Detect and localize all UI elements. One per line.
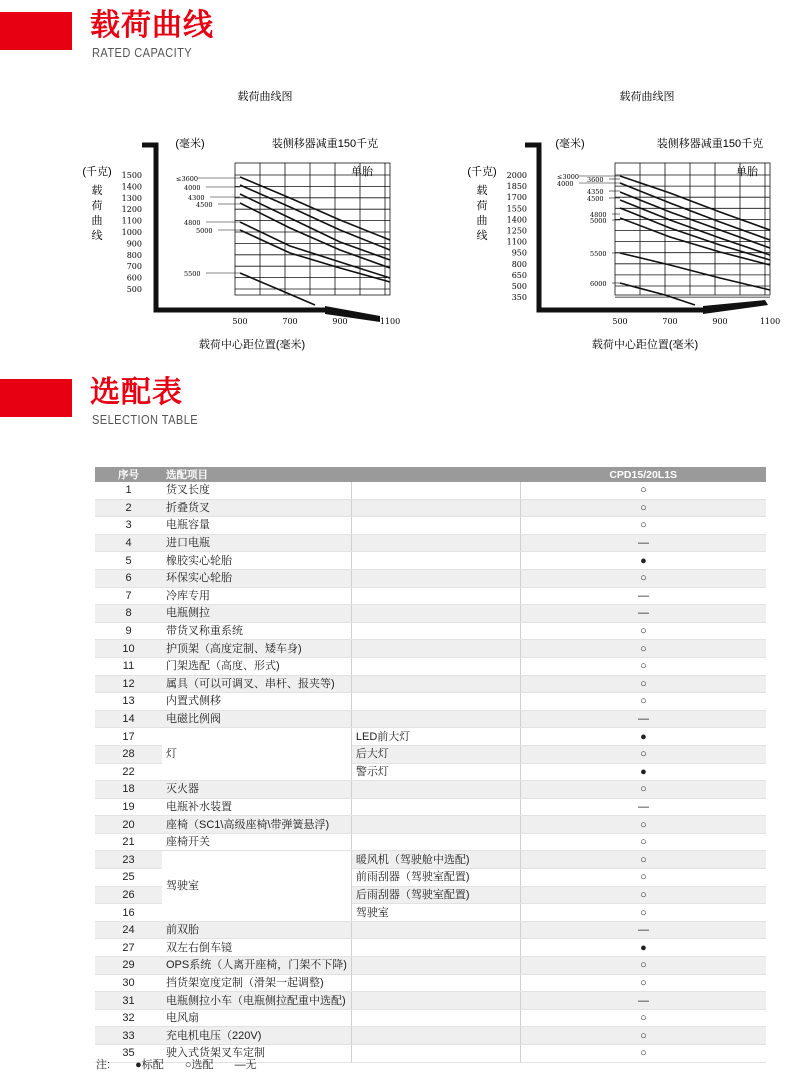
table-row — [95, 992, 766, 1010]
table-row — [95, 1009, 766, 1027]
row-sub-item — [351, 657, 520, 675]
row-number: 23 — [95, 851, 162, 869]
row-sub-item — [351, 587, 520, 605]
table-row — [95, 622, 766, 640]
row-availability: — — [520, 605, 766, 623]
row-sub-item — [351, 622, 520, 640]
row-sub-item — [351, 517, 520, 535]
y-tick-label: 650 — [511, 270, 527, 280]
load-curve-chart-2 — [465, 90, 795, 351]
row-number: 14 — [95, 710, 162, 728]
row-availability: ○ — [520, 974, 766, 992]
table-row — [95, 587, 766, 605]
y-tick-label: 500 — [126, 285, 142, 294]
y-tick-label: 950 — [511, 248, 527, 258]
x-tick-label: 1100 — [379, 317, 401, 326]
table-legend-note — [96, 1056, 275, 1072]
table-row — [95, 640, 766, 658]
row-availability: — — [520, 992, 766, 1010]
table-row — [95, 939, 766, 957]
chart-y-unit: (千克) — [82, 166, 112, 178]
section-accent-bar — [0, 379, 72, 417]
row-number: 35 — [95, 1045, 162, 1063]
chart-axis-bracket — [142, 145, 325, 310]
row-item: 挡货架宽度定制（滑架一起调整) — [162, 974, 351, 992]
row-availability: ○ — [520, 482, 766, 499]
row-sub-item — [351, 1027, 520, 1045]
height-label: 5000 — [196, 227, 213, 235]
row-sub-item — [351, 1009, 520, 1027]
table-row — [95, 833, 766, 851]
height-label: 4500 — [196, 201, 213, 209]
height-label: 3600 — [587, 176, 604, 184]
row-availability: ○ — [520, 693, 766, 711]
row-item: 充电机电压（220V) — [162, 1027, 351, 1045]
row-item: 冷库专用 — [162, 587, 351, 605]
row-availability: ○ — [520, 1009, 766, 1027]
chart-height-labels — [557, 173, 620, 288]
row-number: 7 — [95, 587, 162, 605]
section-accent-bar — [0, 12, 72, 50]
load-curve — [620, 192, 770, 248]
y-tick-label: 800 — [126, 250, 142, 260]
chart-height-unit: (毫米) — [175, 138, 205, 150]
row-number: 4 — [95, 534, 162, 552]
chart-y-unit: (千克) — [467, 166, 497, 178]
y-axis-label-char: 曲 — [91, 215, 103, 227]
row-sub-item: 后大灯 — [351, 745, 520, 763]
y-tick-label: 1850 — [506, 182, 527, 192]
row-item: 电瓶补水装置 — [162, 798, 351, 816]
row-number: 12 — [95, 675, 162, 693]
row-availability: ○ — [520, 1027, 766, 1045]
table-row — [95, 605, 766, 623]
y-tick-label: 1100 — [506, 237, 527, 247]
row-availability: ○ — [520, 851, 766, 869]
row-sub-item — [351, 1045, 520, 1063]
chart-tire-label: 单胎 — [351, 166, 373, 178]
y-tick-label: 1400 — [506, 215, 527, 225]
row-availability: ○ — [520, 499, 766, 517]
row-number: 18 — [95, 781, 162, 799]
row-sub-item — [351, 957, 520, 975]
row-item: 电瓶侧拉小车（电瓶侧拉配重中选配) — [162, 992, 351, 1010]
row-sub-item: 驾驶室 — [351, 904, 520, 922]
row-item: 属具（可以可调叉、串杆、报夹等) — [162, 675, 351, 693]
row-number: 25 — [95, 869, 162, 887]
row-sub-item — [351, 499, 520, 517]
height-label: 4350 — [587, 188, 604, 196]
note-optional: ○选配 — [184, 1059, 214, 1071]
row-item: OPS系统（人离开座椅，门架不下降) — [162, 957, 351, 975]
row-availability: ○ — [520, 569, 766, 587]
height-label: 5500 — [184, 270, 201, 278]
row-availability: ○ — [520, 640, 766, 658]
row-item: 电风扇 — [162, 1009, 351, 1027]
chart-title: 载荷曲线图 — [237, 91, 293, 103]
row-item: 座椅（SC1\高级座椅\带弹簧悬浮) — [162, 816, 351, 834]
chart-axis-bracket — [525, 145, 703, 310]
x-tick-label: 1100 — [759, 317, 781, 326]
row-availability: ● — [520, 728, 766, 746]
row-number: 17 — [95, 728, 162, 746]
row-sub-item — [351, 921, 520, 939]
row-item: 门架选配（高度、形式) — [162, 657, 351, 675]
x-tick-label: 500 — [232, 317, 248, 326]
row-number: 3 — [95, 517, 162, 535]
height-label: 4500 — [587, 195, 604, 203]
height-label: 4300 — [188, 194, 205, 202]
row-sub-item — [351, 833, 520, 851]
row-item: 灭火器 — [162, 781, 351, 799]
chart-axis-wedge — [703, 300, 768, 314]
row-availability: — — [520, 798, 766, 816]
row-sub-item — [351, 640, 520, 658]
x-tick-label: 700 — [662, 317, 678, 326]
row-number: 32 — [95, 1009, 162, 1027]
height-label: 5000 — [590, 217, 607, 225]
row-number: 19 — [95, 798, 162, 816]
row-sub-item — [351, 482, 520, 499]
row-number: 1 — [95, 482, 162, 499]
y-tick-label: 900 — [126, 239, 142, 249]
row-sub-item: 警示灯 — [351, 763, 520, 781]
row-availability: ● — [520, 763, 766, 781]
section-title-selection-table: 选配表 — [90, 376, 183, 409]
y-tick-label: 350 — [511, 293, 527, 303]
row-number: 13 — [95, 693, 162, 711]
row-item-group: 驾驶室 — [162, 851, 351, 921]
y-tick-label: 1300 — [121, 193, 142, 203]
row-availability: ○ — [520, 781, 766, 799]
table-row — [95, 710, 766, 728]
table-row — [95, 816, 766, 834]
row-number: 27 — [95, 939, 162, 957]
y-axis-label-char: 荷 — [476, 200, 488, 212]
row-number: 9 — [95, 622, 162, 640]
section-subtitle-selection-table: SELECTION TABLE — [92, 412, 199, 427]
y-tick-label: 1250 — [506, 226, 527, 236]
row-item: 护顶架（高度定制、矮车身) — [162, 640, 351, 658]
row-availability: ○ — [520, 816, 766, 834]
row-sub-item — [351, 552, 520, 570]
row-availability: ○ — [520, 745, 766, 763]
row-item: 驶入式货架叉车定制 — [162, 1045, 351, 1063]
table-row — [95, 657, 766, 675]
row-sub-item: 后雨刮器（驾驶室配置) — [351, 886, 520, 904]
row-number: 22 — [95, 763, 162, 781]
row-sub-item: 前雨刮器（驾驶室配置) — [351, 869, 520, 887]
row-item: 环保实心轮胎 — [162, 569, 351, 587]
table-row — [95, 499, 766, 517]
chart-height-labels — [176, 175, 240, 278]
note-standard: ●标配 — [135, 1059, 164, 1071]
row-sub-item — [351, 798, 520, 816]
row-sub-item — [351, 675, 520, 693]
chart-y-ticks — [122, 171, 142, 294]
y-axis-label-char: 线 — [476, 230, 488, 242]
table-row — [95, 534, 766, 552]
row-number: 20 — [95, 816, 162, 834]
x-tick-label: 900 — [332, 317, 348, 326]
table-header-row — [95, 467, 766, 482]
row-availability: ○ — [520, 833, 766, 851]
table-row — [95, 675, 766, 693]
section-title-rated-capacity: 载荷曲线 — [90, 9, 214, 42]
row-sub-item — [351, 816, 520, 834]
chart-y-ticks — [507, 171, 527, 302]
row-number: 31 — [95, 992, 162, 1010]
row-number: 6 — [95, 569, 162, 587]
row-sub-item — [351, 781, 520, 799]
y-tick-label: 1400 — [121, 182, 142, 192]
load-curve-chart-1 — [80, 90, 480, 351]
row-sub-item — [351, 710, 520, 728]
row-item: 带货叉称重系统 — [162, 622, 351, 640]
note-none: —无 — [234, 1059, 257, 1071]
height-label: 6000 — [590, 280, 607, 288]
row-sub-item — [351, 939, 520, 957]
y-axis-label-char: 载 — [476, 185, 488, 197]
x-tick-label: 700 — [282, 317, 298, 326]
y-tick-label: 2000 — [506, 171, 527, 180]
table-row — [95, 1027, 766, 1045]
row-number: 5 — [95, 552, 162, 570]
row-item: 橡胶实心轮胎 — [162, 552, 351, 570]
table-row — [95, 517, 766, 535]
height-label: ≤3000 — [557, 173, 579, 181]
y-tick-label: 500 — [511, 282, 527, 291]
load-curve — [240, 203, 390, 268]
row-item: 折叠货叉 — [162, 499, 351, 517]
x-tick-label: 900 — [712, 317, 728, 326]
chart-height-unit: (毫米) — [555, 138, 585, 150]
row-availability: ○ — [520, 1045, 766, 1063]
row-number: 33 — [95, 1027, 162, 1045]
chart-ylabel-group — [477, 183, 488, 242]
height-label: 4000 — [557, 180, 574, 188]
y-tick-label: 1000 — [121, 228, 142, 237]
row-sub-item — [351, 534, 520, 552]
load-curve — [620, 176, 770, 230]
selection-table — [95, 467, 766, 1063]
row-number: 2 — [95, 499, 162, 517]
row-number: 30 — [95, 974, 162, 992]
y-axis-label-char: 线 — [91, 230, 103, 242]
row-sub-item — [351, 992, 520, 1010]
chart-tire-label: 单胎 — [736, 166, 758, 178]
row-sub-item: LED前大灯 — [351, 728, 520, 746]
row-number: 26 — [95, 886, 162, 904]
row-sub-item: 暖风机（驾驶舱中选配) — [351, 851, 520, 869]
row-availability: ○ — [520, 957, 766, 975]
table-row — [95, 851, 766, 869]
y-tick-label: 1500 — [121, 171, 142, 180]
table-row — [95, 974, 766, 992]
table-row — [95, 798, 766, 816]
row-item: 双左右倒车镜 — [162, 939, 351, 957]
height-label: 4800 — [590, 211, 607, 219]
y-axis-label-char: 载 — [91, 185, 103, 197]
row-item: 前双胎 — [162, 921, 351, 939]
row-availability: ○ — [520, 869, 766, 887]
row-item: 电瓶容量 — [162, 517, 351, 535]
row-item: 座椅开关 — [162, 833, 351, 851]
row-availability: ○ — [520, 886, 766, 904]
row-availability: — — [520, 710, 766, 728]
header-model: CPD15/20L1S — [520, 467, 766, 482]
row-number: 21 — [95, 833, 162, 851]
row-number: 28 — [95, 745, 162, 763]
y-tick-label: 1700 — [506, 193, 527, 203]
y-tick-label: 1200 — [121, 205, 142, 215]
chart-title: 载荷曲线图 — [619, 91, 675, 103]
row-number: 16 — [95, 904, 162, 922]
row-availability: ○ — [520, 904, 766, 922]
row-item: 货叉长度 — [162, 482, 351, 499]
height-label: 5500 — [590, 250, 607, 258]
table-row — [95, 693, 766, 711]
row-sub-item — [351, 605, 520, 623]
row-availability: ○ — [520, 517, 766, 535]
y-tick-label: 1100 — [121, 216, 142, 226]
chart-note: 装侧移器减重150千克 — [271, 138, 379, 150]
load-curve — [240, 194, 390, 260]
row-item: 电磁比例阀 — [162, 710, 351, 728]
y-tick-label: 600 — [126, 273, 142, 283]
y-tick-label: 700 — [126, 262, 142, 272]
y-axis-label-char: 曲 — [476, 215, 488, 227]
row-availability: ○ — [520, 675, 766, 693]
row-availability: — — [520, 921, 766, 939]
row-sub-item — [351, 974, 520, 992]
chart-x-ticks — [612, 317, 780, 326]
header-no: 序号 — [95, 467, 162, 482]
height-label: ≤3600 — [176, 175, 198, 183]
row-availability: — — [520, 587, 766, 605]
row-item: 进口电瓶 — [162, 534, 351, 552]
y-tick-label: 800 — [511, 259, 527, 269]
row-availability: ● — [520, 939, 766, 957]
row-item: 内置式侧移 — [162, 693, 351, 711]
note-label: 注: — [96, 1059, 111, 1071]
table-row — [95, 482, 766, 499]
load-curve — [240, 230, 390, 282]
load-curve — [620, 183, 770, 240]
y-axis-label-char: 荷 — [91, 200, 103, 212]
chart-grid — [615, 163, 770, 297]
table-row — [95, 921, 766, 939]
table-row — [95, 781, 766, 799]
chart-curves — [240, 177, 390, 305]
section-subtitle-rated-capacity: RATED CAPACITY — [92, 45, 193, 60]
row-number: 24 — [95, 921, 162, 939]
row-number: 29 — [95, 957, 162, 975]
row-item-group: 灯 — [162, 728, 351, 781]
chart-xlabel: 载荷中心距位置(毫米) — [591, 339, 699, 351]
row-number: 8 — [95, 605, 162, 623]
height-label: 4000 — [184, 184, 201, 192]
y-tick-label: 1550 — [506, 204, 527, 214]
header-item: 选配项目 — [162, 467, 520, 482]
row-number: 11 — [95, 657, 162, 675]
chart-note: 装侧移器减重150千克 — [656, 138, 764, 150]
table-row — [95, 728, 766, 746]
x-tick-label: 500 — [612, 317, 628, 326]
table-row — [95, 569, 766, 587]
row-sub-item — [351, 569, 520, 587]
row-availability: ○ — [520, 622, 766, 640]
row-number: 10 — [95, 640, 162, 658]
row-availability: ● — [520, 552, 766, 570]
height-label: 4800 — [184, 219, 201, 227]
chart-ylabel-group — [92, 183, 103, 242]
row-sub-item — [351, 693, 520, 711]
row-availability: ○ — [520, 657, 766, 675]
table-row — [95, 957, 766, 975]
table-row — [95, 552, 766, 570]
row-item: 电瓶侧拉 — [162, 605, 351, 623]
chart-xlabel: 载荷中心距位置(毫米) — [198, 339, 306, 351]
load-curve — [620, 208, 770, 260]
row-availability: — — [520, 534, 766, 552]
